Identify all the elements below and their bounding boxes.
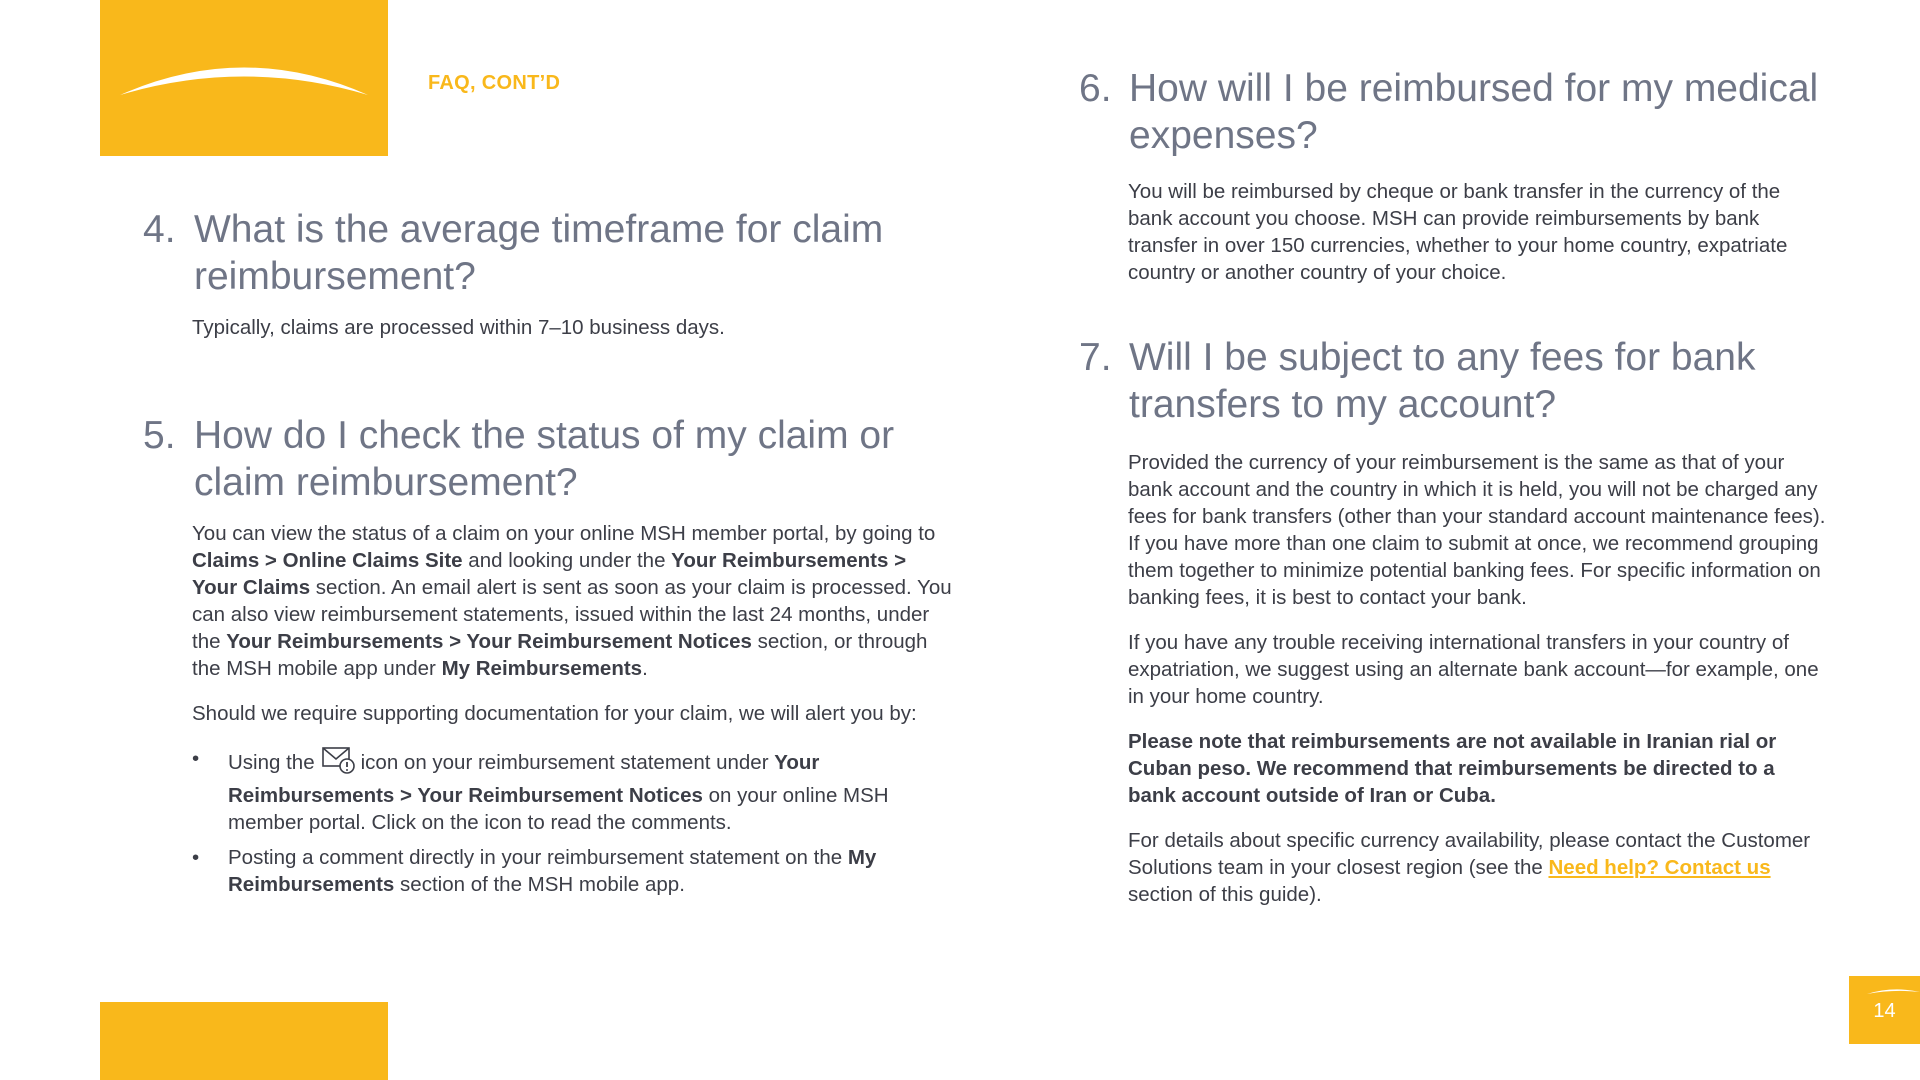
reimbursement-notices-path: Your Reimbursements > Your Reimbursement Notices (226, 630, 752, 653)
logo-arc-icon (100, 0, 388, 156)
question-4-text: What is the average timeframe for claim reimbursement? (194, 208, 884, 298)
claims-site-path: Claims > Online Claims Site (192, 549, 463, 572)
alert-methods-list (192, 745, 952, 898)
reimbursement-notices-path: Your Reimbursements > Your Reimbursement Notices (228, 750, 820, 807)
question-5-title (143, 412, 903, 506)
footer-accent-block (100, 1002, 388, 1080)
question-5-paragraph-1: You can view the status of a claim on your online MSH member portal, by going to Claims > Online Claims Site and looking under the Your Reimbursements > Your Claims section. An email alert is sent as soon as your claim is processed. You can also view reimbursement statements, issued within the last 24 months, under the Your Reimbursements > Your Reimbursement Notices section, or through the MSH mobile app under My Reimbursements. (192, 522, 952, 680)
envelope-alert-icon (321, 745, 355, 782)
question-7-paragraph-1: Provided the currency of your reimbursement is the same as that of your bank account and the country in which it is held, you will not be charged any fees for bank transfers (other than your standard account maintenance fees). If you have more than one claim to submit at once, we recommend grouping them together to minimize potential banking fees. For specific information on banking fees, it is best to contact your bank. (1128, 451, 1826, 609)
question-7-paragraph-3 (1128, 728, 1828, 809)
question-7-number: 7. (1079, 336, 1112, 379)
question-6-answer-text: You will be reimbursed by cheque or bank transfer in the currency of the bank account you choose. MSH can provide reimbursements by bank transfer in over 150 currencies, whether to your home country, expatriate country or another country of your choice. (1128, 180, 1788, 284)
question-5-number: 5. (143, 414, 176, 457)
page-number: 14 (1873, 1000, 1896, 1022)
question-7-paragraph-4: For details about specific currency availability, please contact the Customer Solutions team in your closest region (see the Need help? Contact us section of this guide). (1128, 829, 1811, 906)
iran-cuba-notice: Please note that reimbursements are not available in Iranian rial or Cuban peso. We recommend that reimbursements be directed to a bank account outside of Iran or Cuba. (1128, 730, 1777, 807)
question-6-text: How will I be reimbursed for my medical expenses? (1129, 67, 1819, 157)
need-help-contact-link[interactable]: Need help? Contact us (1548, 856, 1771, 879)
header-accent-block (100, 0, 388, 156)
list-item: • Posting a comment directly in your reimbursement statement on the My Reimbursements section of the MSH mobile app. (192, 844, 952, 898)
section-label: FAQ, CONT’D (428, 72, 561, 94)
question-7-paragraph-2: If you have any trouble receiving international transfers in your country of expatriation, we suggest using an alternate bank account—for example, one in your home country. (1128, 631, 1819, 708)
question-7-answer (1128, 449, 1828, 926)
question-4-answer-text: Typically, claims are processed within 7–10 business days. (192, 316, 725, 339)
list-item: • Using the icon on your reimbursement statement under Your Reimbursements > Your Reimbursement Notices on your online MSH member portal. Click on the icon to read the comments. (192, 745, 952, 836)
question-5-paragraph-2: Should we require supporting documentation for your claim, we will alert you by: (192, 702, 917, 725)
my-reimbursements-path: My Reimbursements (228, 846, 877, 896)
my-reimbursements-path: My Reimbursements (441, 657, 643, 680)
question-7-text: Will I be subject to any fees for bank transfers to my account? (1129, 336, 1756, 426)
question-4-answer (192, 314, 952, 359)
question-6-title (1079, 65, 1839, 159)
question-7-title (1079, 334, 1839, 428)
question-6-answer (1128, 178, 1828, 304)
question-4-title (143, 206, 903, 300)
question-5-answer (192, 520, 952, 906)
question-4-number: 4. (143, 208, 176, 251)
question-5-text: How do I check the status of my claim or claim reimbursement? (194, 414, 895, 504)
question-6-number: 6. (1079, 67, 1112, 110)
your-claims-path: Your Reimbursements > Your Claims (192, 549, 907, 599)
